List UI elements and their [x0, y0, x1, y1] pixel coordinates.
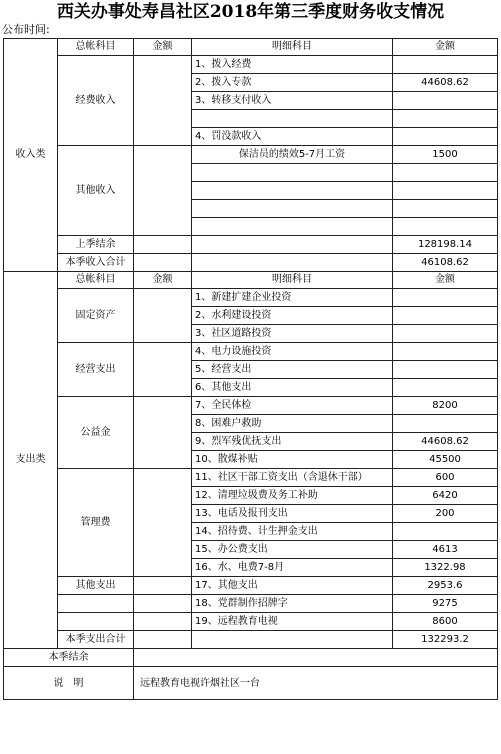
- expense-detail: 2、水利建设投资: [192, 307, 393, 325]
- finance-table: [3, 38, 498, 700]
- income-row: [4, 146, 498, 164]
- expense-group-label: 固定资产: [58, 289, 134, 343]
- expense-detail-amount: [393, 523, 498, 541]
- income-detail-amount: [393, 218, 498, 236]
- expense-group-label-empty: [58, 613, 134, 631]
- income-detail-amount: [393, 128, 498, 146]
- funding-income-label: 经费收入: [58, 56, 134, 146]
- expense-group-label: 公益金: [58, 397, 134, 469]
- income-total-label: 本季收入合计: [58, 254, 134, 272]
- expense-detail-amount: 6420: [393, 487, 498, 505]
- expense-row: [4, 577, 498, 595]
- income-total-amount: 46108.62: [393, 254, 498, 272]
- expense-detail: 14、招待费、计生押金支出: [192, 523, 393, 541]
- prev-balance-row: [4, 236, 498, 254]
- income-detail: 4、罚没款收入: [192, 128, 393, 146]
- income-detail-amount: [393, 92, 498, 110]
- expense-section-label: 支出类: [4, 272, 58, 649]
- income-total-amount-cell: [134, 254, 192, 272]
- income-detail: [192, 182, 393, 200]
- expense-detail-amount: 4613: [393, 541, 498, 559]
- expense-detail-amount: [393, 325, 498, 343]
- expense-group-label-empty: [58, 595, 134, 613]
- balance-row: [4, 649, 498, 667]
- expense-detail: 7、全民体检: [192, 397, 393, 415]
- expense-group-amount: [134, 289, 192, 343]
- note-text: 远程教育电视许烟社区一台: [134, 667, 498, 700]
- expense-detail-amount: [393, 361, 498, 379]
- income-detail: [192, 200, 393, 218]
- expense-detail-amount: 44608.62: [393, 433, 498, 451]
- expense-group-label: 管理费: [58, 469, 134, 577]
- expense-detail: 18、党群制作招牌字: [192, 595, 393, 613]
- expense-detail: 12、清理垃圾费及务工补助: [192, 487, 393, 505]
- expense-detail: 19、远程教育电视: [192, 613, 393, 631]
- expense-detail-amount: [393, 415, 498, 433]
- income-detail: [192, 110, 393, 128]
- income-detail: [192, 164, 393, 182]
- page-title: 西关办事处寿昌社区2018年第三季度财务收支情况: [56, 2, 445, 22]
- income-detail: 2、拨入专款: [192, 74, 393, 92]
- expense-group-amount: [134, 613, 192, 631]
- prev-balance-detail-cell: [192, 236, 393, 254]
- expense-detail: 11、社区干部工资支出（含退休干部）: [192, 469, 393, 487]
- expense-detail-amount: 8200: [393, 397, 498, 415]
- expense-detail-amount: [393, 343, 498, 361]
- income-detail-amount: [393, 56, 498, 74]
- expense-detail: 8、困难户救助: [192, 415, 393, 433]
- income-detail-amount: 44608.62: [393, 74, 498, 92]
- funding-income-amount: [134, 56, 192, 146]
- expense-detail-amount: 2953.6: [393, 577, 498, 595]
- income-detail-amount: [393, 110, 498, 128]
- expense-detail-amount: [393, 307, 498, 325]
- expense-detail-amount: [393, 289, 498, 307]
- note-label: 说 明: [4, 667, 134, 700]
- expense-group-label: 经营支出: [58, 343, 134, 397]
- income-row: [4, 56, 498, 74]
- prev-balance-amount-cell: [134, 236, 192, 254]
- expense-row: [4, 595, 498, 613]
- prev-balance-amount: 128198.14: [393, 236, 498, 254]
- expense-detail: 10、散煤补贴: [192, 451, 393, 469]
- income-header-row: [4, 39, 498, 56]
- income-detail: [192, 218, 393, 236]
- header-detail-amount: 金额: [393, 272, 498, 289]
- expense-detail-amount: 200: [393, 505, 498, 523]
- expense-row: [4, 469, 498, 487]
- expense-detail: 5、经营支出: [192, 361, 393, 379]
- expense-group-amount: [134, 397, 192, 469]
- expense-detail: 1、新建扩建企业投资: [192, 289, 393, 307]
- expense-row: [4, 397, 498, 415]
- other-income-label: 其他收入: [58, 146, 134, 236]
- expense-detail-amount: 1322.98: [393, 559, 498, 577]
- expense-total-amount-cell: [134, 631, 192, 649]
- expense-total-detail-cell: [192, 631, 393, 649]
- expense-detail: 15、办公费支出: [192, 541, 393, 559]
- header-amount: 金额: [134, 272, 192, 289]
- header-category: 总帐科目: [58, 39, 134, 56]
- income-detail-amount: [393, 182, 498, 200]
- expense-detail: 4、电力设施投资: [192, 343, 393, 361]
- expense-detail: 13、电话及报刊支出: [192, 505, 393, 523]
- income-detail: 1、拨入经费: [192, 56, 393, 74]
- expense-detail-amount: 600: [393, 469, 498, 487]
- expense-total-label: 本季支出合计: [58, 631, 134, 649]
- expense-row: [4, 613, 498, 631]
- expense-detail: 6、其他支出: [192, 379, 393, 397]
- expense-group-amount: [134, 343, 192, 397]
- expense-detail: 9、烈军残优抚支出: [192, 433, 393, 451]
- expense-detail: 17、其他支出: [192, 577, 393, 595]
- expense-total-amount: 132293.2: [393, 631, 498, 649]
- expense-header-row: [4, 272, 498, 289]
- header-detail: 明细科目: [192, 39, 393, 56]
- income-detail: 3、转移支付收入: [192, 92, 393, 110]
- expense-row: [4, 343, 498, 361]
- expense-group-amount: [134, 469, 192, 577]
- prev-balance-label: 上季结余: [58, 236, 134, 254]
- expense-detail-amount: 8600: [393, 613, 498, 631]
- other-income-amount: [134, 146, 192, 236]
- header-amount: 金额: [134, 39, 192, 56]
- header-category: 总帐科目: [58, 272, 134, 289]
- income-detail-amount: 1500: [393, 146, 498, 164]
- expense-detail: 16、水、电费7-8月: [192, 559, 393, 577]
- header-detail-amount: 金额: [393, 39, 498, 56]
- income-total-detail-cell: [192, 254, 393, 272]
- expense-group-amount: [134, 595, 192, 613]
- balance-label: 本季结余: [4, 649, 134, 667]
- expense-detail-amount: 45500: [393, 451, 498, 469]
- income-detail-amount: [393, 200, 498, 218]
- income-detail-amount: [393, 164, 498, 182]
- expense-group-amount: [134, 577, 192, 595]
- expense-detail: 3、社区道路投资: [192, 325, 393, 343]
- expense-total-row: [4, 631, 498, 649]
- income-section-label: 收入类: [4, 39, 58, 272]
- expense-detail-amount: [393, 379, 498, 397]
- income-total-row: [4, 254, 498, 272]
- header-detail: 明细科目: [192, 272, 393, 289]
- income-detail: 保洁员的绩效5-7月工资: [192, 146, 393, 164]
- expense-detail-amount: 9275: [393, 595, 498, 613]
- balance-value: [134, 649, 498, 667]
- publish-time-label: 公布时间:: [2, 23, 50, 36]
- note-row: [4, 667, 498, 700]
- expense-row: [4, 289, 498, 307]
- expense-group-label: 其他支出: [58, 577, 134, 595]
